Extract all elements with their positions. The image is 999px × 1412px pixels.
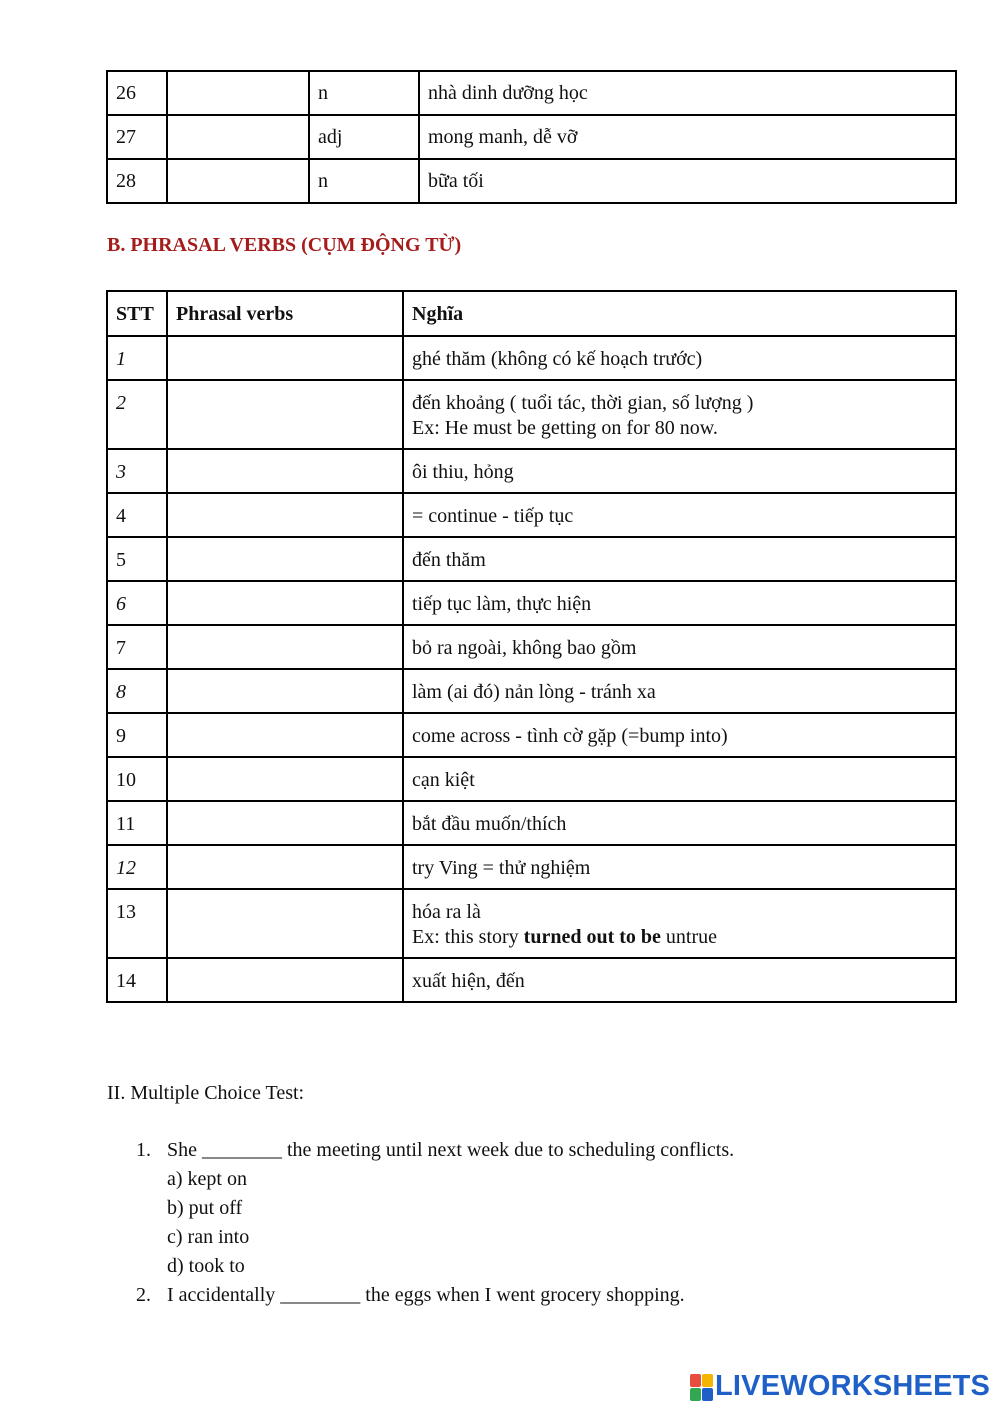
table-row xyxy=(107,889,956,958)
type-cell: n xyxy=(309,159,419,203)
example-suffix: untrue xyxy=(660,926,717,948)
table-row xyxy=(107,669,956,713)
table-row xyxy=(107,537,956,581)
stt-cell: 11 xyxy=(107,801,167,845)
logo-mark-icon xyxy=(690,1374,712,1400)
logo-square-icon xyxy=(702,1374,713,1387)
stt-cell: 26 xyxy=(107,71,167,115)
meaning-text: đến khoảng ( tuổi tác, thời gian, số lượng ) xyxy=(412,392,754,414)
meaning-cell: xuất hiện, đến xyxy=(403,958,956,1002)
table-row xyxy=(107,845,956,889)
meaning-cell: bữa tối xyxy=(419,159,956,203)
header-stt: STT xyxy=(107,291,167,336)
example-prefix: Ex: this story xyxy=(412,926,524,948)
stt-cell: 2 xyxy=(107,380,167,449)
table-row xyxy=(107,958,956,1002)
example-text: Ex: He must be getting on for 80 now. xyxy=(412,417,718,439)
table-row xyxy=(107,336,956,380)
stt-cell: 28 xyxy=(107,159,167,203)
answer-cell[interactable] xyxy=(167,336,403,380)
answer-cell[interactable] xyxy=(167,493,403,537)
table-row xyxy=(107,71,956,115)
table-row xyxy=(107,159,956,203)
answer-cell[interactable] xyxy=(167,713,403,757)
option-c[interactable]: c) ran into xyxy=(167,1226,250,1248)
answer-cell[interactable] xyxy=(167,625,403,669)
table-header-row xyxy=(107,291,956,336)
word-cell[interactable] xyxy=(167,71,309,115)
stt-cell: 10 xyxy=(107,757,167,801)
stt-cell: 27 xyxy=(107,115,167,159)
question-number: 2. xyxy=(136,1284,151,1306)
meaning-cell xyxy=(403,889,956,958)
meaning-cell: mong manh, dễ vỡ xyxy=(419,115,956,159)
vocabulary-table xyxy=(106,70,957,204)
table-row xyxy=(107,449,956,493)
table-row xyxy=(107,713,956,757)
meaning-text: hóa ra là xyxy=(412,901,481,923)
example-bold: turned out to be xyxy=(523,926,661,948)
header-phrasal-verbs: Phrasal verbs xyxy=(167,291,403,336)
meaning-cell: nhà dinh dưỡng học xyxy=(419,71,956,115)
answer-cell[interactable] xyxy=(167,958,403,1002)
answer-cell[interactable] xyxy=(167,449,403,493)
option-d[interactable]: d) took to xyxy=(167,1255,245,1277)
stt-cell: 9 xyxy=(107,713,167,757)
answer-cell[interactable] xyxy=(167,537,403,581)
meaning-cell: = continue - tiếp tục xyxy=(403,493,956,537)
meaning-cell: làm (ai đó) nản lòng - tránh xa xyxy=(403,669,956,713)
answer-cell[interactable] xyxy=(167,889,403,958)
stt-cell: 5 xyxy=(107,537,167,581)
meaning-cell: ghé thăm (không có kế hoạch trước) xyxy=(403,336,956,380)
stt-cell: 6 xyxy=(107,581,167,625)
answer-cell[interactable] xyxy=(167,757,403,801)
answer-cell[interactable] xyxy=(167,801,403,845)
type-cell: adj xyxy=(309,115,419,159)
answer-cell[interactable] xyxy=(167,669,403,713)
question-text: She ________ the meeting until next week due to scheduling conflicts. xyxy=(167,1139,735,1161)
option-a[interactable]: a) kept on xyxy=(167,1168,247,1190)
stt-cell: 12 xyxy=(107,845,167,889)
stt-cell: 8 xyxy=(107,669,167,713)
question-1 xyxy=(136,1136,734,1165)
example-text xyxy=(412,925,947,950)
table-row xyxy=(107,493,956,537)
stt-cell: 4 xyxy=(107,493,167,537)
question-2 xyxy=(136,1281,734,1310)
meaning-cell: bỏ ra ngoài, không bao gồm xyxy=(403,625,956,669)
stt-cell: 3 xyxy=(107,449,167,493)
question-text: I accidentally ________ the eggs when I went grocery shopping. xyxy=(167,1284,685,1306)
question-list xyxy=(136,1136,734,1310)
option-b[interactable]: b) put off xyxy=(167,1197,243,1219)
stt-cell: 14 xyxy=(107,958,167,1002)
type-cell: n xyxy=(309,71,419,115)
answer-cell[interactable] xyxy=(167,581,403,625)
table-row xyxy=(107,801,956,845)
meaning-cell xyxy=(403,380,956,449)
meaning-cell: cạn kiệt xyxy=(403,757,956,801)
word-cell[interactable] xyxy=(167,159,309,203)
answer-cell[interactable] xyxy=(167,380,403,449)
stt-cell: 13 xyxy=(107,889,167,958)
section-b-heading: B. PHRASAL VERBS (CỤM ĐỘNG TỪ) xyxy=(107,234,462,256)
meaning-cell: đến thăm xyxy=(403,537,956,581)
phrasal-verbs-table xyxy=(106,290,957,1003)
meaning-cell: tiếp tục làm, thực hiện xyxy=(403,581,956,625)
answer-cell[interactable] xyxy=(167,845,403,889)
table-row xyxy=(107,625,956,669)
table-row xyxy=(107,581,956,625)
question-number: 1. xyxy=(136,1139,151,1161)
meaning-cell: come across - tình cờ gặp (=bump into) xyxy=(403,713,956,757)
table-row xyxy=(107,380,956,449)
stt-cell: 7 xyxy=(107,625,167,669)
logo-text: LIVEWORKSHEETS xyxy=(715,1370,991,1402)
logo-square-icon xyxy=(690,1374,701,1387)
meaning-cell: try Ving = thử nghiệm xyxy=(403,845,956,889)
header-meaning: Nghĩa xyxy=(403,291,956,336)
word-cell[interactable] xyxy=(167,115,309,159)
liveworksheets-logo xyxy=(690,1370,990,1403)
logo-square-icon xyxy=(690,1388,701,1401)
meaning-cell: ôi thiu, hỏng xyxy=(403,449,956,493)
table-row xyxy=(107,115,956,159)
logo-square-icon xyxy=(702,1388,713,1401)
multiple-choice-title: II. Multiple Choice Test: xyxy=(107,1082,305,1104)
meaning-cell: bắt đầu muốn/thích xyxy=(403,801,956,845)
stt-cell: 1 xyxy=(107,336,167,380)
table-row xyxy=(107,757,956,801)
